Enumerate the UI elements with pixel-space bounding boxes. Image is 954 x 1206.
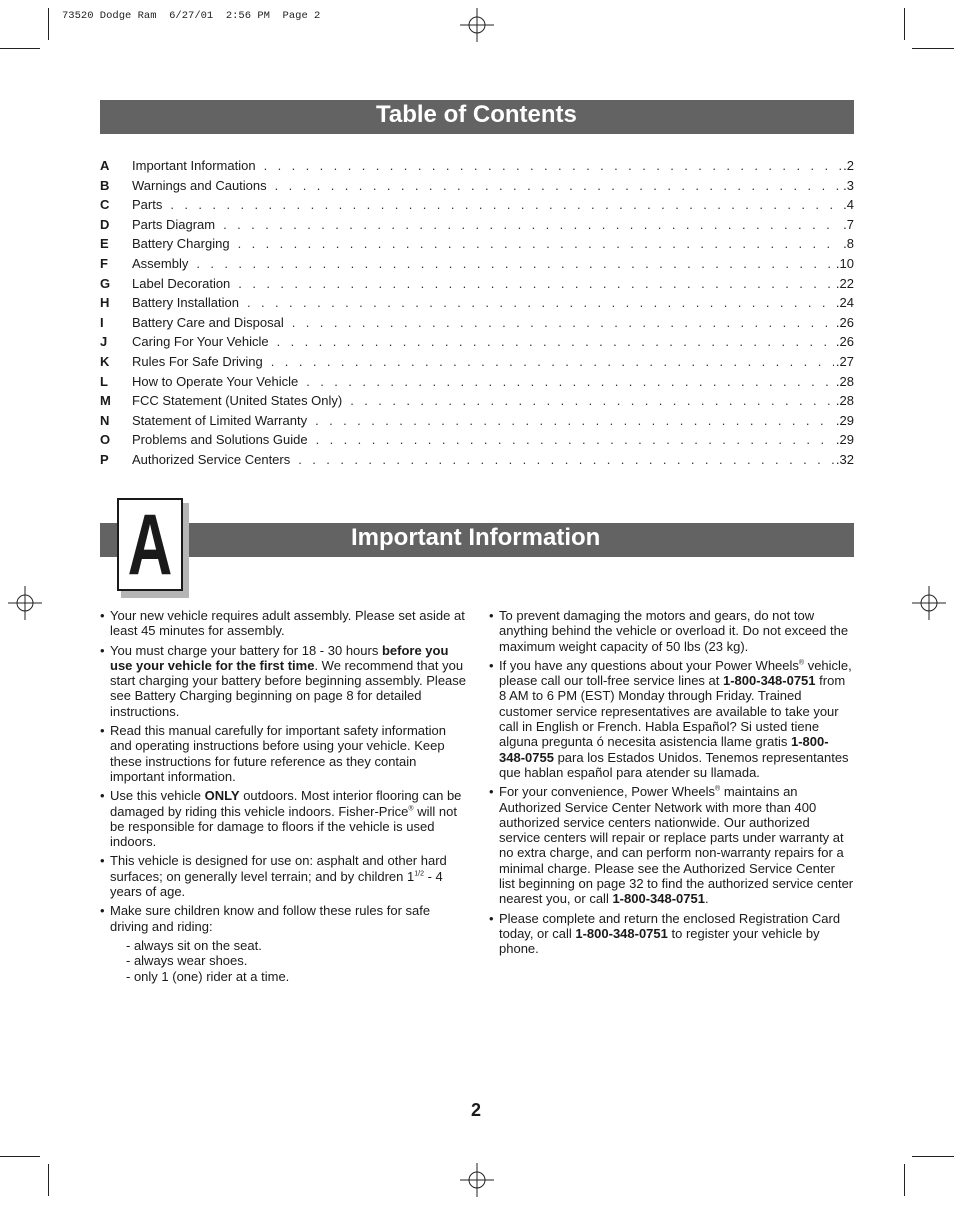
section-heading: Important Information <box>351 524 601 551</box>
toc-leader-dots <box>247 293 834 313</box>
toc-page-number: .29 <box>835 412 854 428</box>
list-item: • For your convenience, Power Wheels® maintains an Authorized Service Center Network with more than 400 authorized service centers nationwide. Our authorized service centers will repair or replace parts under warranty at no extra charge, and can perform non-warranty repairs for a minimal charge. Please see the Authorized Service Center list beginning on page 32 to find the authorized service center nearest you, or call 1-800-348-0751. <box>489 784 854 906</box>
toc-page-number: .22 <box>835 275 854 291</box>
section-letter: A <box>127 497 173 593</box>
toc-title: Important Information <box>132 158 256 173</box>
toc-page-number: .7 <box>843 216 854 232</box>
section-letter-box <box>117 498 183 591</box>
toc-page-number: .26 <box>835 334 854 350</box>
registration-mark-left <box>8 586 42 620</box>
toc-row <box>100 293 854 313</box>
toc-row <box>100 313 854 333</box>
toc-leader-dots <box>223 215 841 235</box>
list-item: • Read this manual carefully for important safety information and operating instructions before using your vehicle. Keep these instructions for future reference as they contain important information. <box>100 723 470 784</box>
list-item: • This vehicle is designed for use on: asphalt and other hard surfaces; on generally level terrain; and by children $1^{1/2} - 4$ years of age. <box>100 853 470 899</box>
crop-mark-top-left-v <box>48 8 49 40</box>
right-column <box>489 608 854 961</box>
registered-mark: ® <box>408 805 414 813</box>
list-item: • You must charge your battery for 18 - 30 hours before you use your vehicle for the first time. We recommend that you start charging your battery before beginning assembly. Please see Battery Charging beginning on page 8 for detailed instructions. <box>100 643 470 719</box>
toc-leader-dots <box>315 411 834 431</box>
list-item: • To prevent damaging the motors and gears, do not tow anything behind the vehicle or overload it. Do not exceed the maximum weight capacity of 50 lbs (23 kg). <box>489 608 854 654</box>
toc-row <box>100 391 854 411</box>
toc-page-number: .2 <box>843 158 854 173</box>
crop-mark-top-right-h <box>912 48 954 49</box>
toc-row <box>100 215 854 235</box>
crop-mark-top-left-h <box>0 48 40 49</box>
toc-title: Statement of Limited Warranty <box>132 412 308 428</box>
page-number: 2 <box>471 1100 482 1120</box>
toc-title: Label Decoration <box>132 275 231 291</box>
toc-letter: M <box>100 393 111 409</box>
toc-title: Caring For Your Vehicle <box>132 334 269 350</box>
toc-title: Battery Charging <box>132 236 230 252</box>
toc-page-number: .29 <box>835 432 854 448</box>
crop-mark-bottom-left-v <box>48 1164 49 1196</box>
toc-leader-dots <box>298 450 834 470</box>
registration-mark-bottom <box>460 1163 494 1197</box>
toc-title: Battery Care and Disposal <box>132 314 284 330</box>
crop-mark-bottom-right-h <box>912 1156 954 1157</box>
sub-list-item: - always sit on the seat. <box>126 937 262 953</box>
toc-page-number: .10 <box>835 255 854 271</box>
toc-leader-dots <box>238 234 842 254</box>
toc-title: Parts Diagram <box>132 216 216 232</box>
phone-number: 1-800-348-0751 <box>575 925 668 941</box>
registration-mark-right <box>912 586 946 620</box>
left-column <box>100 608 470 984</box>
phone-number: 1-800-348-0751 <box>723 673 816 689</box>
toc-heading: Table of Contents <box>376 101 577 128</box>
toc-row <box>100 411 854 431</box>
toc-leader-dots <box>238 274 834 294</box>
toc-letter: F <box>100 255 108 271</box>
print-slug: 73520 Dodge Ram 6/27/01 2:56 PM Page 2 <box>62 10 321 22</box>
toc-page-number: .27 <box>835 353 854 369</box>
toc-letter: H <box>100 295 110 311</box>
table-of-contents <box>100 156 854 470</box>
crop-mark-bottom-right-v <box>904 1164 905 1196</box>
toc-letter: B <box>100 177 110 193</box>
toc-leader-dots <box>196 254 834 274</box>
toc-row <box>100 274 854 294</box>
section-heading-band <box>100 523 854 557</box>
toc-letter: E <box>100 236 109 252</box>
toc-title: FCC Statement (United States Only) <box>132 393 343 409</box>
toc-page-number: .26 <box>835 314 854 330</box>
toc-letter: A <box>100 158 110 173</box>
toc-leader-dots <box>292 313 834 333</box>
toc-letter: O <box>100 432 111 448</box>
toc-row <box>100 430 854 450</box>
toc-title: Problems and Solutions Guide <box>132 432 308 448</box>
toc-page-number: .8 <box>843 236 854 252</box>
toc-letter: K <box>100 353 110 369</box>
toc-page-number: .28 <box>835 393 854 409</box>
toc-page-number: .24 <box>835 295 854 311</box>
toc-leader-dots <box>271 352 834 372</box>
toc-page-number: .3 <box>843 177 854 193</box>
toc-title: How to Operate Your Vehicle <box>132 373 299 389</box>
toc-row <box>100 254 854 274</box>
toc-leader-dots <box>277 332 834 352</box>
registered-mark: ® <box>798 659 805 667</box>
toc-title: Battery Installation <box>132 295 239 311</box>
toc-letter: G <box>100 275 111 291</box>
toc-leader-dots <box>264 156 842 176</box>
sub-list-item: - only 1 (one) rider at a time. <box>126 968 290 984</box>
toc-title: Warnings and Cautions <box>132 177 267 193</box>
toc-title: Assembly <box>132 255 189 271</box>
toc-leader-dots <box>170 195 841 215</box>
toc-row <box>100 195 854 215</box>
toc-letter: L <box>100 373 108 389</box>
toc-row <box>100 234 854 254</box>
toc-row <box>100 450 854 470</box>
list-item: • Make sure children know and follow these rules for safe driving and riding: <box>100 903 470 934</box>
toc-leader-dots <box>316 430 834 450</box>
list-item: • Please complete and return the enclosed Registration Card today, or call 1-800-348-0751 to register your vehicle by phone. <box>489 911 854 957</box>
sub-list-item: - always wear shoes. <box>126 953 248 969</box>
list-item: • Your new vehicle requires adult assembly. Please set aside at least 45 minutes for assembly. <box>100 608 470 639</box>
toc-leader-dots <box>306 372 834 392</box>
toc-letter: N <box>100 412 110 428</box>
toc-heading-band <box>100 100 854 134</box>
toc-leader-dots <box>275 176 842 196</box>
toc-letter: D <box>100 216 110 232</box>
fraction: 1/2 <box>414 870 424 878</box>
toc-letter: J <box>100 334 108 350</box>
toc-row <box>100 156 854 176</box>
toc-title: Rules For Safe Driving <box>132 353 263 369</box>
toc-row <box>100 372 854 392</box>
toc-title: Parts <box>132 197 163 213</box>
toc-letter: C <box>100 197 110 213</box>
phone-number: 1-800-348-0751 <box>612 891 705 907</box>
phone-number: 1-800-348-0755 <box>499 734 829 765</box>
registered-mark: ® <box>715 785 721 793</box>
crop-mark-top-right-v <box>904 8 905 40</box>
list-item: • If you have any questions about your Power Wheels® vehicle, please call our toll-free service lines at 1-800-348-0751 from 8 AM to 6 PM (EST) Monday through Friday. Trained customer service representatives are available to take your call in English or French. Habla Español? Si usted tiene alguna pregunta ó necesita asistencia llame gratis 1-800-348-0755 para los Estados Unidos. Tenemos representantes que hablan español para atender su llamada. <box>489 658 854 780</box>
toc-letter: P <box>100 451 109 467</box>
toc-row <box>100 176 854 196</box>
toc-row <box>100 352 854 372</box>
toc-row <box>100 332 854 352</box>
crop-mark-bottom-left-h <box>0 1156 40 1157</box>
toc-letter: I <box>100 314 104 330</box>
toc-leader-dots <box>350 391 834 411</box>
toc-page-number: .32 <box>835 451 854 467</box>
toc-page-number: .4 <box>843 197 854 213</box>
toc-page-number: .28 <box>835 373 854 389</box>
registration-mark-top <box>460 8 494 42</box>
list-item: • Use this vehicle ONLY outdoors. Most interior flooring can be damaged by riding this vehicle indoors. Fisher-Price® will not be responsible for damage to floors if the vehicle is used indoors. <box>100 788 470 849</box>
toc-title: Authorized Service Centers <box>132 451 291 467</box>
